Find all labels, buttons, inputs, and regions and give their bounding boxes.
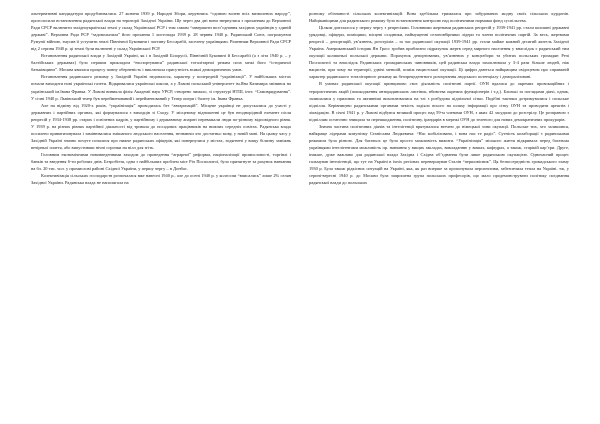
right-paragraph: Цілком довзлалося у першу чергу з репресіями. Головними жертвами радянських репресій у 1939-1941 рр. стали колишні державні урядовці, офіцери, поміщики, місцеві осадники, наймущенні сезоновбірники лідери та члени політичних партій. За весь, жертвами репресії – депортацій, ув’язнень, розстрілів – за час радянської окупації 1939-1941 рр. стали майже кожний десятий житель Західної Україна. Американський історик Ян Гросс зробив приблизно підрахунок жертв серед мирного населення у внаслідок є радянський тим окупації колишньої польської держави. Порахунок депортованих, ув’язнених у концтабори та убитих польських громадян Речі Посполитої та внаслідок Радянських громадянських чиновників, цей радянська влада захоплювала у 3-4 рази більше людей, ніж нацистів, при чому на території, удвічі меншій, поміж нацистської окупації. Ці цифри даються найкращим свідоцтвом про справжній характер радянського тоталітарного режиму як безпрецедентного розгортання людського потенціалу і деморалізовані.: [309, 25, 569, 80]
right-paragraph: розному обізнаності сільських колективізацій. Вона здебільша трималася про забудованих жодну своїх сільських курдонів. Найцікавіщими для радянського режиму було встановлення контролю над політичними нормами фонд суспільства.: [309, 11, 569, 24]
right-paragraph: Значна частина політичних діячів та інтелігенції врятувалися втечею до німецької зони окупації. Польське тих, хто залишився, найкраще лідерами комунізму Станіслава Людкевича: “Нас мобілізовано, і вона нас те радіє”. Сутність колаборації з радянськими режимом була різною. Для багатьох це була просто можливість вижити. “Українізація” міського життя відкривала перед багатьма українцями інтелігентами можливість пр. навчання у вищих закладах, викладанню у вишах, кафедрах, а також, старікій кар’єри. Друге, інакше, дуже важливо для радянської влади Західна і Східна об’єднання були лише радянською окупацією. Одночасний процес гальмував інтелігенції, що тут на Україні в їхніх регіонах перевершував Сталін “першовісник”. Ця безпосередність громадського зламу 1930 р. Була також рідкісних ситуацій на Україні, яка, як раз вперше за пропонувала перспективи, забезпечила тепла на Україні. тж, у серпні-вересні 1940 р. до Москви була запрошена група польських професорів, що мало продемонструвати політику поєднання радянської влади до польських: [309, 123, 569, 186]
left-paragraph: Колективізація сільських господарств розпочалася вже навесні 1940 р., але до осені 1940 р. у колгоспи “вписались” лише 2% селян Західної України. Радянська влада не наполягала на: [31, 173, 291, 186]
left-paragraph: Встановлення радянського режиму у Західній Україні недовалося, характер у попередній “українізації”. У найбільших містах почали виходити нові українські газети. Відкривалися українські школи, а у Львові польський університет ім.Яна Казимира змінився на український ім.Івана Франка. У Львові виникла філія Академії наук УРСР, створено чимало, зі структурі НТШ, інст. “Самоврядування”. У січні 1940 р. Львівський театр був перейменований і перейменований у Театр опери і балету ім. Івана Франка.: [31, 74, 291, 101]
left-column: [31, 10, 291, 424]
right-column: [309, 10, 569, 424]
left-paragraph: Головним економічними нововведеннями заходом до проведення “аграрної” реформи, націоналізації промисловості, торгівлі і банків та введення 6-ти робочих днів. Безробіття, одна з найбільших проблем міст Річ Посполитої, було притягнуте за рахунок навчання на бл. 20 тис. чол. у промислові районі Східної України, у першу чергу – в Донбас.: [31, 151, 291, 172]
left-paragraph: альтернативні кандидатури продублювалися. 27 жовтня 1939 р. Народні Збори, керуючись “єдиною волею всіх визволених народу”, проголосили встановлення радянської влади на території Західної України. Ще через два дні вони звернулися з проханням до Верховної Ради СРСР включити західноукраїнські землі у склад Української РСР і тим самим “завершити возз’єднання західних українців у єдиній державі”. Верховна Рада РСР “задовольнила” його прохання 1 листопада 1939 р. 28 червня 1940 р. Радянський Союз, погрожуючи Румунії війною, змусив її уступити землі Північної Буковини і частину Бессарабії, заселену українцями. Рішенням Верховної Ради СРСР від 2 серпня 1940 р. ці землі були включені у склад Української РСР.: [31, 11, 291, 52]
left-paragraph: Встановлення радянської влади у Західній Україні, як і в Західній Білорусії, Північній Буковині й Бессарабії (а з літа 1940 р. – у балтійських державах) було першим прикладом “експортувався” радянської тоталітарної режим поза межі його “історичної батьківщини”. Москва явилася процесу повну оберненість і виключала присутність всякої демократичних умов.: [31, 53, 291, 73]
left-paragraph: Але на відміну від 1920-х років, “українізація” проводилась без “автаризацій”. Місцеве українці не допускалися до участі у державних і партійних органах, які формувалися з виходців зі Сходу. У місцевому відношенні це був неоднорідний елемент після репресій у 1934-1938 рр. старих і освічених кадрів, у партійному і державному апараті переважали люди по-різному відповідного рівня. У 1939 р. на різних рівнях партійної діяльності від тривала до посадових працівників на нижчих середніх освітах. Радянська влада посилено приватизовувала і замінювалися змішаного людського населення, незнаючи хто достатньо мову, у новій мові. На цьому часу у Західній Україні значно почуте почалися про нижче радянських офіцерів, які повернулися у містах, зодягнені у вищу білизну заміжнь вечірньої плаття, або випустивши нічні сорочки на вілл для згіть.: [31, 102, 291, 150]
right-paragraph: В умовах радянської окупації принципово своє діяльність політичні партії. ОУН вдалися до окремих провокаційних і терористичних акцій (пошкодження антирадянських листівок, вбивства окремих функціонерів і т.д.). Близькі за поглядами діячі, однак, залишалися у приливах та активніші вихоплювалися на тлі з розбудова підпільної сітки. Подібні тактики дотримувалися і польське підпілля. Керівництво радянськими органами чекість задіяло всього на шляху інформації про сітку ОУН та проводити арештів і ліквідацію. В січні 1941 р. у Львові відбувся великий процес над 59-м членами ОУН, з яких 42 засудили до розстрілу. Це розправою з підпіллям остаточно знищила та перешкодження, політичну, ірандарів в мережі ОУН до зеленого для нових демократичних прокурорів.: [309, 81, 569, 122]
